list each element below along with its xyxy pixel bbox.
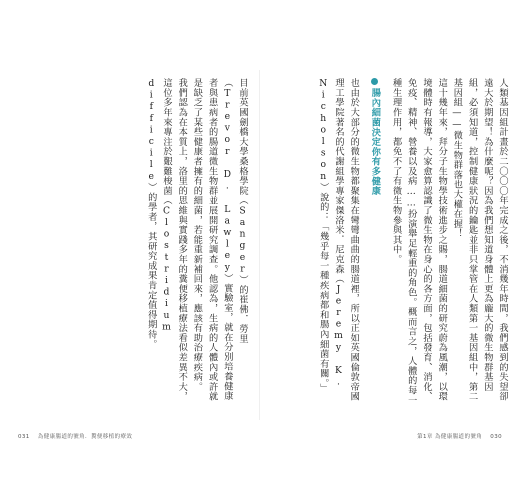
section-heading-text: 腸內細菌決定你有多健康 — [369, 88, 381, 196]
right-page-number: 030 — [490, 434, 502, 440]
left-page-body — [10, 78, 250, 410]
page-gutter — [259, 70, 260, 420]
right-page — [268, 78, 510, 410]
right-paragraph-2: 這十幾年來，拜分子生物學技術進步之賜，腸道細菌的研究蔚為風潮，以環境體時有報導，大家愈算認識了微生物在身心的各方面，包括發育、消化、免疫、精神、營養以及病……扮演舉足輕重的角色。概而言之，人體的每一種生理作用，都免不了有微生物參與其中。 — [390, 78, 448, 405]
section-heading — [367, 78, 382, 410]
left-page — [10, 78, 250, 410]
left-footer-title: 為健康腸道的號角．糞便移植的療效 — [37, 434, 133, 440]
left-paragraph-1: 目前英國劍橋大學桑格學院（Sanger）的崔佛．勞里（Trevor D. Lawley）實驗室，就在分別培養健康者與患病者的腸道微生物群並展開研究調查。他認為，生病的人體內或許就是缺乏了某些健康者擁有的細菌，若能重新補回來，應該有助治療疾病。 — [191, 78, 248, 402]
left-footer — [12, 432, 132, 440]
bullet-dot-icon — [371, 78, 378, 85]
right-footer-title: 為健康腸道的號角 — [434, 434, 483, 440]
right-paragraph-1: 人類基因組計畫於二〇〇〇年完成之後，不消幾年時間，我們感到的失望卻遠大於期望！為什麼呢？因為我們想知道身體上更為龐大的微生物群基因組，必須知道，控制健康狀況的鑰匙並非只掌管在人類第一基因組中，第二基因組——微生物群落也大權在握！ — [451, 78, 508, 402]
right-page-body — [268, 78, 510, 410]
right-footer-chapter: 第1章 — [417, 434, 433, 440]
left-paragraph-2: 我們認為在本質上，洛里的思維與實踐多年的糞便移植療法看似差異不大，這位多年來專注於艱難梭菌（Clostridium difficile）的學者，其研究成果肯定值得期待。 — [145, 78, 188, 402]
right-paragraph-3: 也由於大部分的微生物都聚集在彎彎曲曲的腸道裡，所以正如英國倫敦帝國理工學院著名的代謝組學專家傑洛米．尼克森（Jeremy K. Nicholson）說的：「幾乎每一種疾病都和腸內細菌有關。」 — [317, 78, 360, 402]
right-footer — [417, 432, 508, 440]
left-page-number: 031 — [18, 434, 30, 440]
